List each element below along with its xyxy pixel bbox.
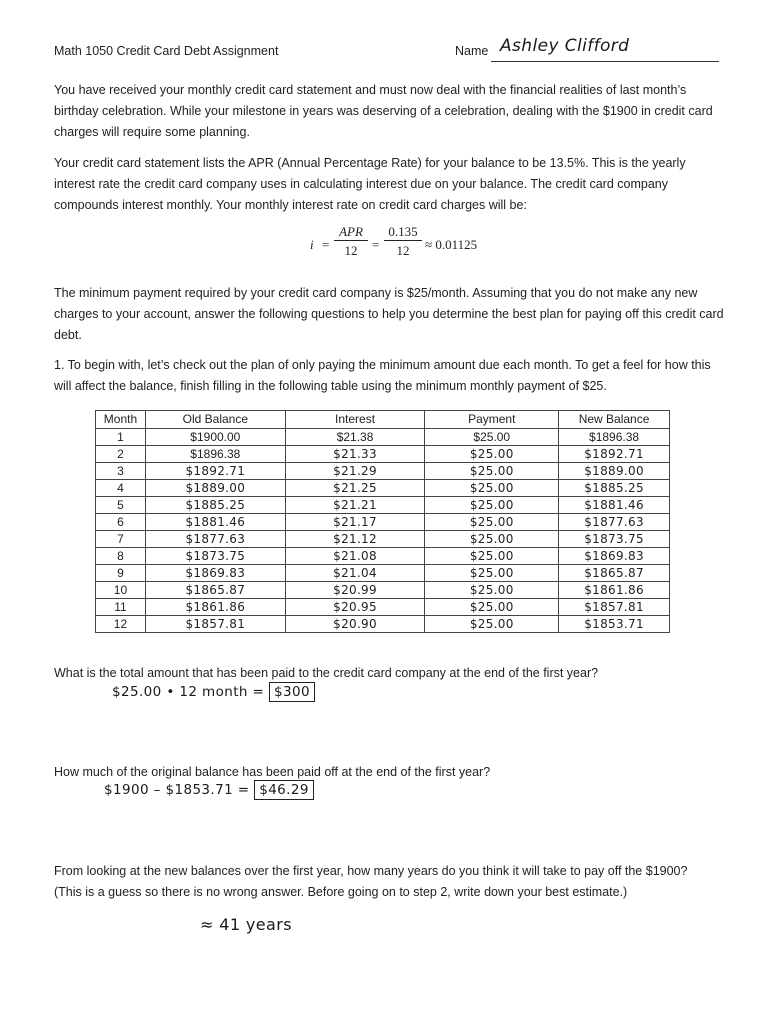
table-row xyxy=(96,616,670,633)
cell-month: 3 xyxy=(96,463,146,480)
cell-old-balance: $1857.81 xyxy=(145,616,285,633)
formula-equals-1: = xyxy=(322,237,330,252)
intro-paragraph-2: Your credit card statement lists the APR (Annual Percentage Rate) for your balance to be 13.5%. This is the yearly interest rate the credit card company uses in calculating interest due on your balance. The credit card company compounds interest monthly. Your monthly interest rate on credit card charges will be: xyxy=(54,156,686,212)
cell-month: 4 xyxy=(96,480,146,497)
cell-payment: $25.00 xyxy=(425,565,559,582)
cell-interest: $21.08 xyxy=(285,548,425,565)
cell-new-balance: $1889.00 xyxy=(559,463,670,480)
table-row xyxy=(96,463,670,480)
cell-old-balance: $1877.63 xyxy=(145,531,285,548)
table-row xyxy=(96,514,670,531)
cell-new-balance: $1885.25 xyxy=(559,480,670,497)
intro-paragraph-1: You have received your monthly credit card statement and must now deal with the financial realities of last month’s birthday celebration. While your milestone in years was deserving of a celebration, dealing with the $1900 in credit card charges will require some planning. xyxy=(54,83,713,139)
formula-fraction-apr xyxy=(334,224,368,261)
cell-month: 5 xyxy=(96,497,146,514)
cell-payment: $25.00 xyxy=(425,514,559,531)
monthly-rate-formula xyxy=(310,224,530,268)
cell-month: 8 xyxy=(96,548,146,565)
question-original-paid-off: How much of the original balance has been paid off at the end of the first year? xyxy=(54,765,491,779)
cell-interest: $21.38 xyxy=(285,429,425,446)
cell-payment: $25.00 xyxy=(425,582,559,599)
cell-month: 7 xyxy=(96,531,146,548)
question-years-line-1: From looking at the new balances over the first year, how many years do you think it will take to pay off the $1900? xyxy=(54,864,688,878)
answer-original-paid-off xyxy=(104,782,314,798)
cell-old-balance: $1900.00 xyxy=(145,429,285,446)
cell-new-balance: $1857.81 xyxy=(559,599,670,616)
cell-old-balance: $1896.38 xyxy=(145,446,285,463)
intro-paragraph-3: The minimum payment required by your credit card company is $25/month. Assuming that you do not make any new charges to your account, answer the following questions to help you determine the best plan for paying off this credit card debt. xyxy=(54,286,724,342)
cell-new-balance: $1853.71 xyxy=(559,616,670,633)
cell-month: 10 xyxy=(96,582,146,599)
cell-old-balance: $1889.00 xyxy=(145,480,285,497)
answer-total-result: $300 xyxy=(269,682,315,702)
formula-apr-numerator: APR xyxy=(334,224,368,241)
cell-month: 11 xyxy=(96,599,146,616)
table-row xyxy=(96,582,670,599)
cell-payment: $25.00 xyxy=(425,599,559,616)
cell-new-balance: $1896.38 xyxy=(559,429,670,446)
table-row xyxy=(96,565,670,582)
cell-payment: $25.00 xyxy=(425,497,559,514)
header-old-balance: Old Balance xyxy=(145,411,285,429)
answer-years-estimate: ≈ 41 years xyxy=(200,915,292,934)
header-interest: Interest xyxy=(285,411,425,429)
cell-new-balance: $1869.83 xyxy=(559,548,670,565)
answer-original-work: $1900 – $1853.71 = xyxy=(104,782,250,798)
table-row xyxy=(96,531,670,548)
student-name: Ashley Clifford xyxy=(500,36,630,56)
formula-equals-2: = xyxy=(372,237,380,252)
cell-interest: $20.95 xyxy=(285,599,425,616)
assignment-title: Math 1050 Credit Card Debt Assignment xyxy=(54,44,279,58)
cell-old-balance: $1869.83 xyxy=(145,565,285,582)
cell-old-balance: $1873.75 xyxy=(145,548,285,565)
cell-old-balance: $1865.87 xyxy=(145,582,285,599)
cell-interest: $21.29 xyxy=(285,463,425,480)
cell-payment: $25.00 xyxy=(425,616,559,633)
name-underline xyxy=(491,61,719,62)
cell-interest: $20.99 xyxy=(285,582,425,599)
cell-new-balance: $1877.63 xyxy=(559,514,670,531)
cell-month: 6 xyxy=(96,514,146,531)
header-payment: Payment xyxy=(425,411,559,429)
balance-table xyxy=(95,410,670,633)
cell-old-balance: $1861.86 xyxy=(145,599,285,616)
cell-new-balance: $1873.75 xyxy=(559,531,670,548)
answer-total-paid xyxy=(112,684,315,700)
cell-month: 2 xyxy=(96,446,146,463)
table-row xyxy=(96,548,670,565)
cell-interest: $21.17 xyxy=(285,514,425,531)
table-row xyxy=(96,446,670,463)
cell-payment: $25.00 xyxy=(425,463,559,480)
table-header-row xyxy=(96,411,670,429)
cell-interest: $21.04 xyxy=(285,565,425,582)
cell-payment: $25.00 xyxy=(425,480,559,497)
cell-interest: $21.33 xyxy=(285,446,425,463)
header-new-balance: New Balance xyxy=(559,411,670,429)
cell-old-balance: $1892.71 xyxy=(145,463,285,480)
cell-old-balance: $1885.25 xyxy=(145,497,285,514)
table-row xyxy=(96,480,670,497)
formula-rate-numerator: 0.135 xyxy=(384,224,422,241)
header-month: Month xyxy=(96,411,146,429)
cell-month: 1 xyxy=(96,429,146,446)
answer-total-work: $25.00 • 12 month = xyxy=(112,684,265,700)
cell-new-balance: $1892.71 xyxy=(559,446,670,463)
formula-fraction-rate xyxy=(384,224,422,261)
cell-new-balance: $1881.46 xyxy=(559,497,670,514)
table-row xyxy=(96,497,670,514)
cell-interest: $20.90 xyxy=(285,616,425,633)
cell-payment: $25.00 xyxy=(425,429,559,446)
table-row xyxy=(96,599,670,616)
formula-result: ≈ 0.01125 xyxy=(425,237,478,252)
cell-month: 12 xyxy=(96,616,146,633)
cell-interest: $21.12 xyxy=(285,531,425,548)
name-label: Name xyxy=(455,44,489,58)
question-years-line-2: (This is a guess so there is no wrong answer. Before going on to step 2, write down your best estimate.) xyxy=(54,885,628,899)
cell-old-balance: $1881.46 xyxy=(145,514,285,531)
cell-new-balance: $1865.87 xyxy=(559,565,670,582)
cell-month: 9 xyxy=(96,565,146,582)
formula-rate-denominator: 12 xyxy=(396,243,410,258)
formula-lhs: i xyxy=(310,237,314,252)
cell-interest: $21.25 xyxy=(285,480,425,497)
cell-payment: $25.00 xyxy=(425,446,559,463)
cell-payment: $25.00 xyxy=(425,531,559,548)
formula-apr-denominator: 12 xyxy=(344,243,358,258)
answer-original-result: $46.29 xyxy=(254,780,314,800)
table-row xyxy=(96,429,670,446)
cell-payment: $25.00 xyxy=(425,548,559,565)
cell-new-balance: $1861.86 xyxy=(559,582,670,599)
cell-interest: $21.21 xyxy=(285,497,425,514)
question-total-paid: What is the total amount that has been paid to the credit card company at the end of the first year? xyxy=(54,666,599,680)
question-1-text: 1. To begin with, let’s check out the plan of only paying the minimum amount due each month. To get a feel for how this will affect the balance, finish filling in the following table using the minimum monthly payment of $25. xyxy=(54,358,711,393)
